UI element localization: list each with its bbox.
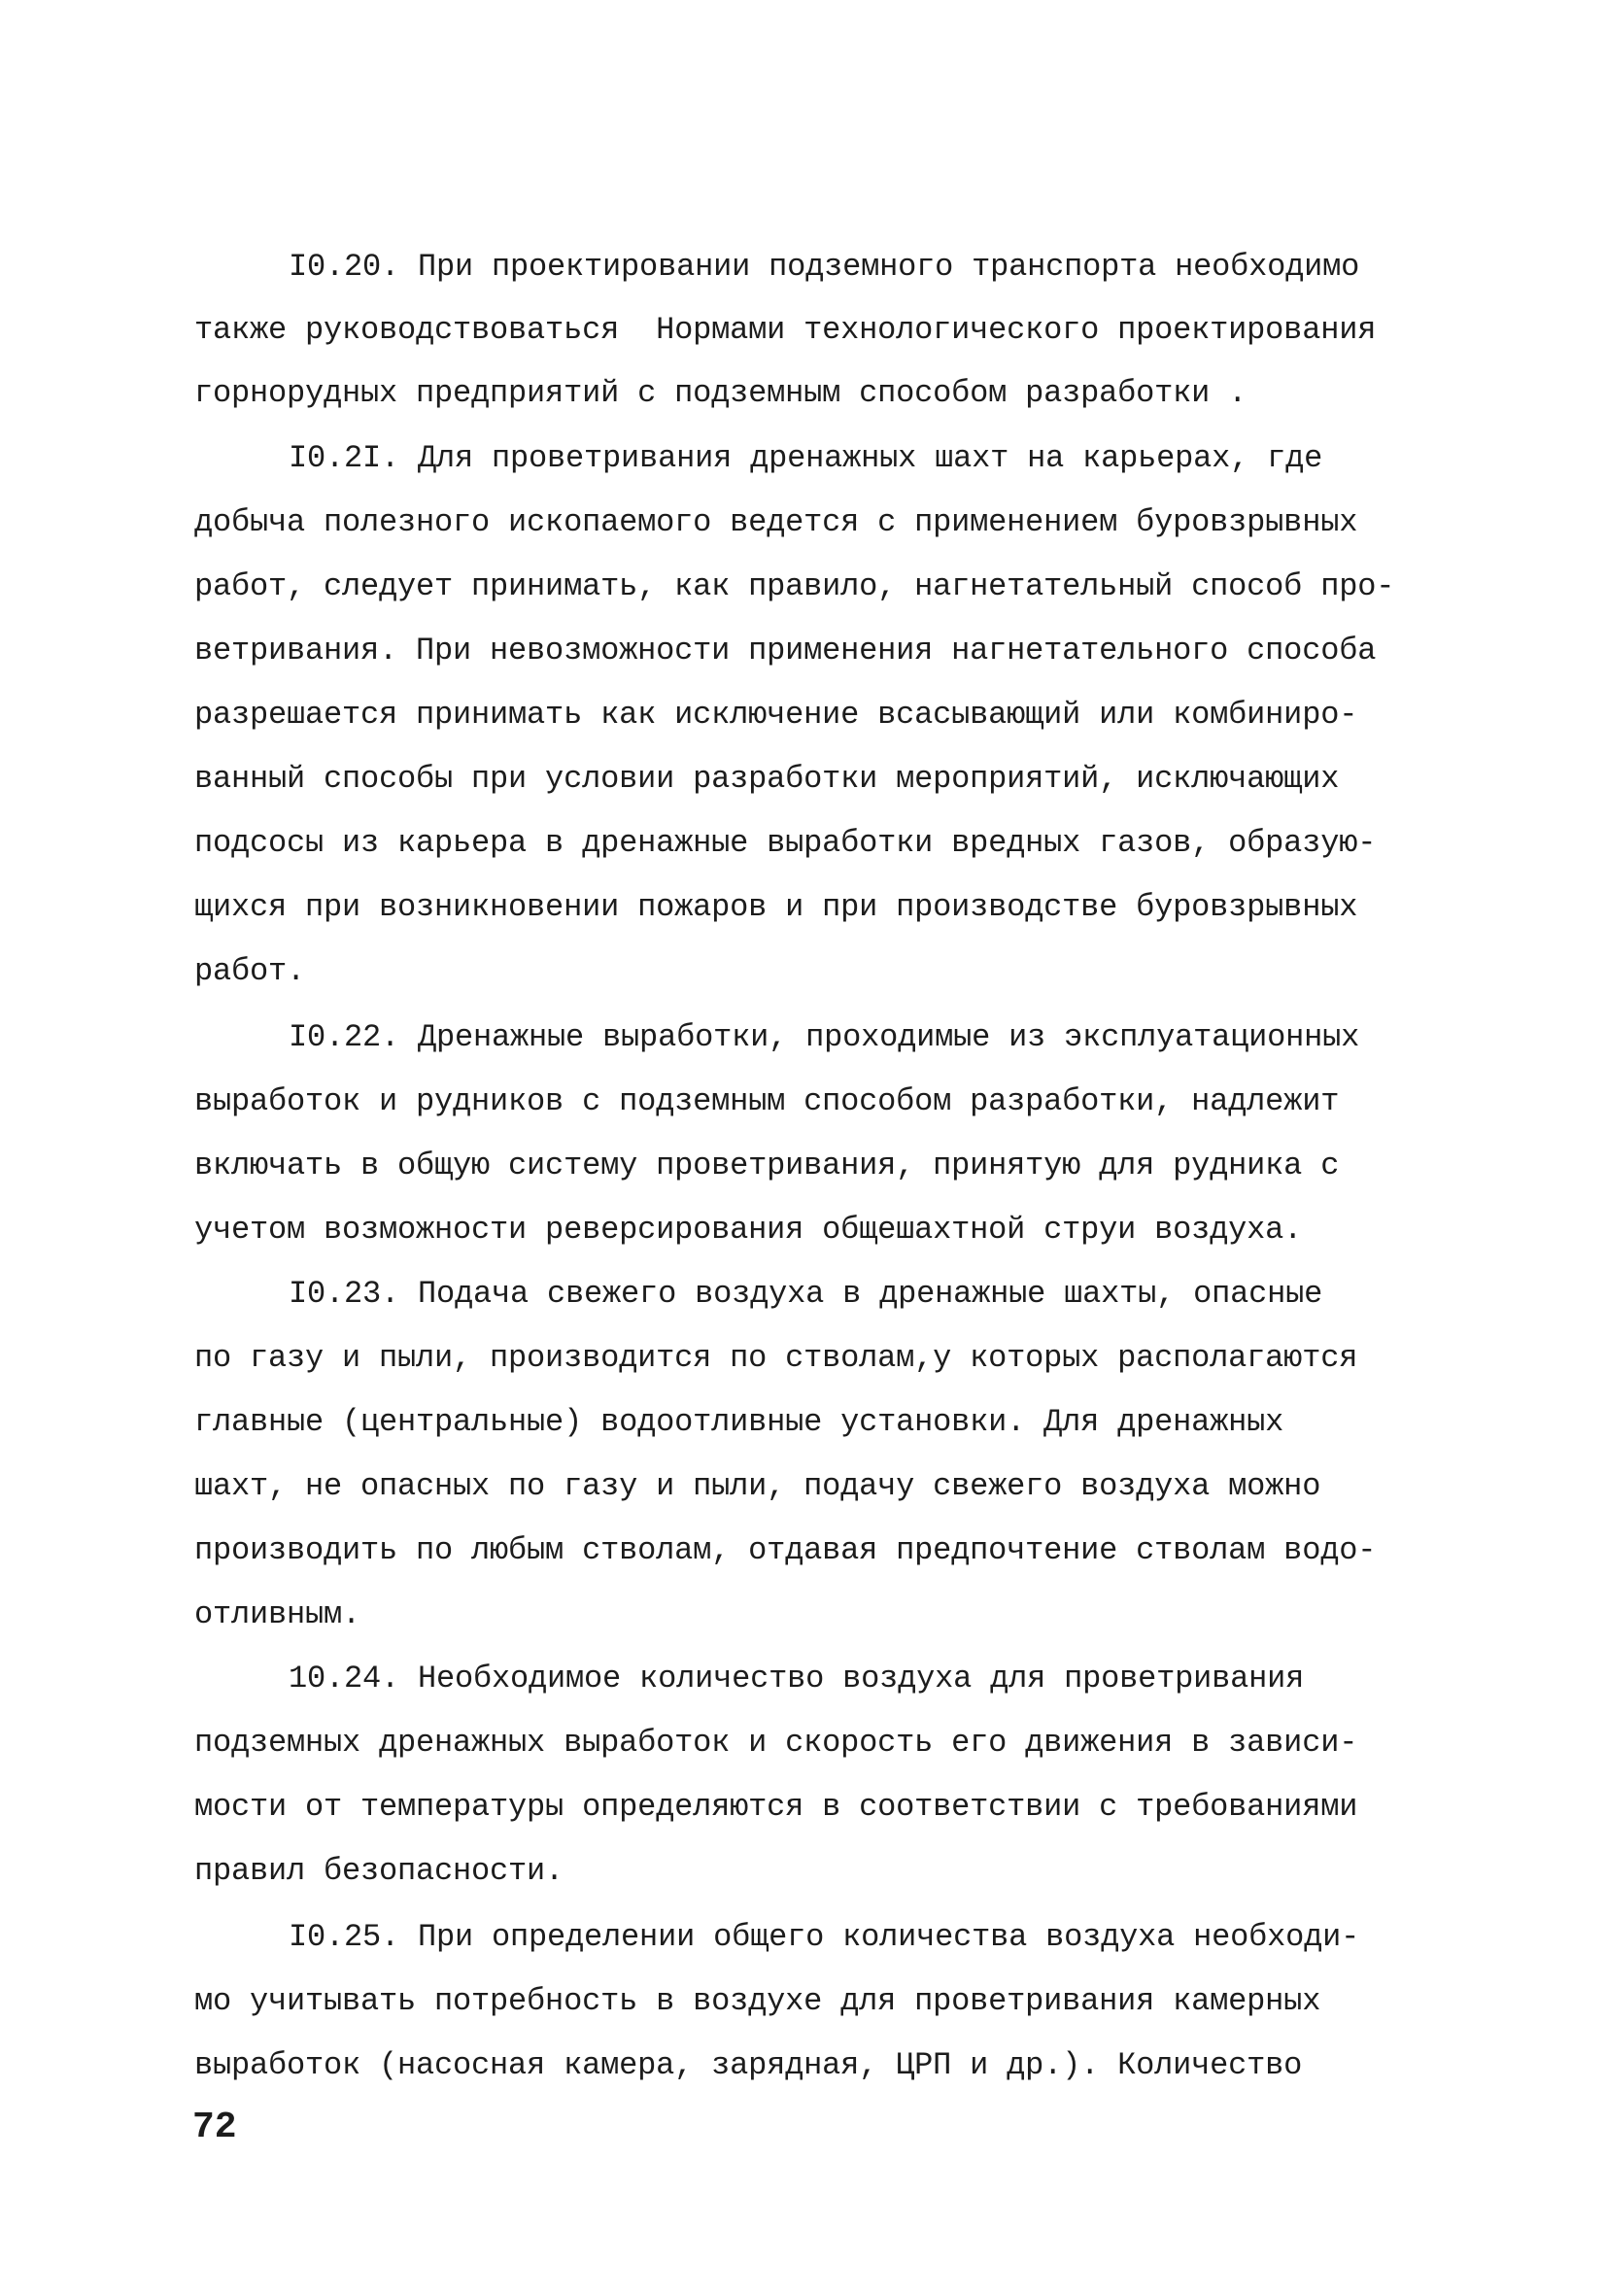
text-line: I0.2I. Для проветривания дренажных шахт на карьерах, где xyxy=(289,440,1323,476)
text-line: мости от температуры определяются в соответствии с требованиями xyxy=(194,1789,1358,1825)
page-number: 72 xyxy=(192,2107,237,2148)
text-line: 10.24. Необходимое количество воздуха для проветривания xyxy=(289,1661,1305,1696)
text-line: правил безопасности. xyxy=(194,1853,564,1889)
text-line: учетом возможности реверсирования общешахтной струи воздуха. xyxy=(194,1212,1303,1248)
text-line: I0.22. Дренажные выработки, проходимые из эксплуатационных xyxy=(289,1019,1360,1055)
text-line: главные (центральные) водоотливные установки. Для дренажных xyxy=(194,1404,1284,1440)
text-line: добыча полезного ископаемого ведется с применением буровзрывных xyxy=(194,504,1358,540)
text-line: включать в общую систему проветривания, принятую для рудника с xyxy=(194,1148,1340,1183)
text-line: ванный способы при условии разработки мероприятий, исключающих xyxy=(194,761,1340,797)
text-line: отливным. xyxy=(194,1596,361,1632)
text-line: по газу и пыли, производится по стволам,у которых располагаются xyxy=(194,1340,1358,1376)
text-line: I0.25. При определении общего количества воздуха необходи- xyxy=(289,1919,1360,1955)
text-line: также руководствоваться Нормами технологического проектирования xyxy=(194,312,1377,348)
text-line: выработок (насосная камера, зарядная, ЦРП и др.). Количество xyxy=(194,2047,1303,2083)
text-line: I0.20. При проектировании подземного транспорта необходимо xyxy=(289,249,1360,285)
text-line: производить по любым стволам, отдавая предпочтение стволам водо- xyxy=(194,1532,1377,1568)
text-line: щихся при возникновении пожаров и при производстве буровзрывных xyxy=(194,889,1358,925)
text-line: I0.23. Подача свежего воздуха в дренажные шахты, опасные xyxy=(289,1276,1323,1312)
text-line: работ. xyxy=(194,953,306,989)
text-line: выработок и рудников с подземным способом разработки, надлежит xyxy=(194,1083,1340,1119)
text-line: работ, следует принимать, как правило, нагнетательный способ про- xyxy=(194,568,1395,604)
text-line: горнорудных предприятий с подземным способом разработки . xyxy=(194,375,1247,411)
text-line: шахт, не опасных по газу и пыли, подачу свежего воздуха можно xyxy=(194,1468,1321,1504)
text-line: разрешается принимать как исключение всасывающий или комбиниро- xyxy=(194,697,1358,733)
text-line: подземных дренажных выработок и скорость его движения в зависи- xyxy=(194,1725,1358,1761)
text-line: ветривания. При невозможности применения нагнетательного способа xyxy=(194,633,1377,668)
text-line: подсосы из карьера в дренажные выработки вредных газов, образую- xyxy=(194,825,1377,861)
text-line: мо учитывать потребность в воздухе для проветривания камерных xyxy=(194,1983,1321,2019)
